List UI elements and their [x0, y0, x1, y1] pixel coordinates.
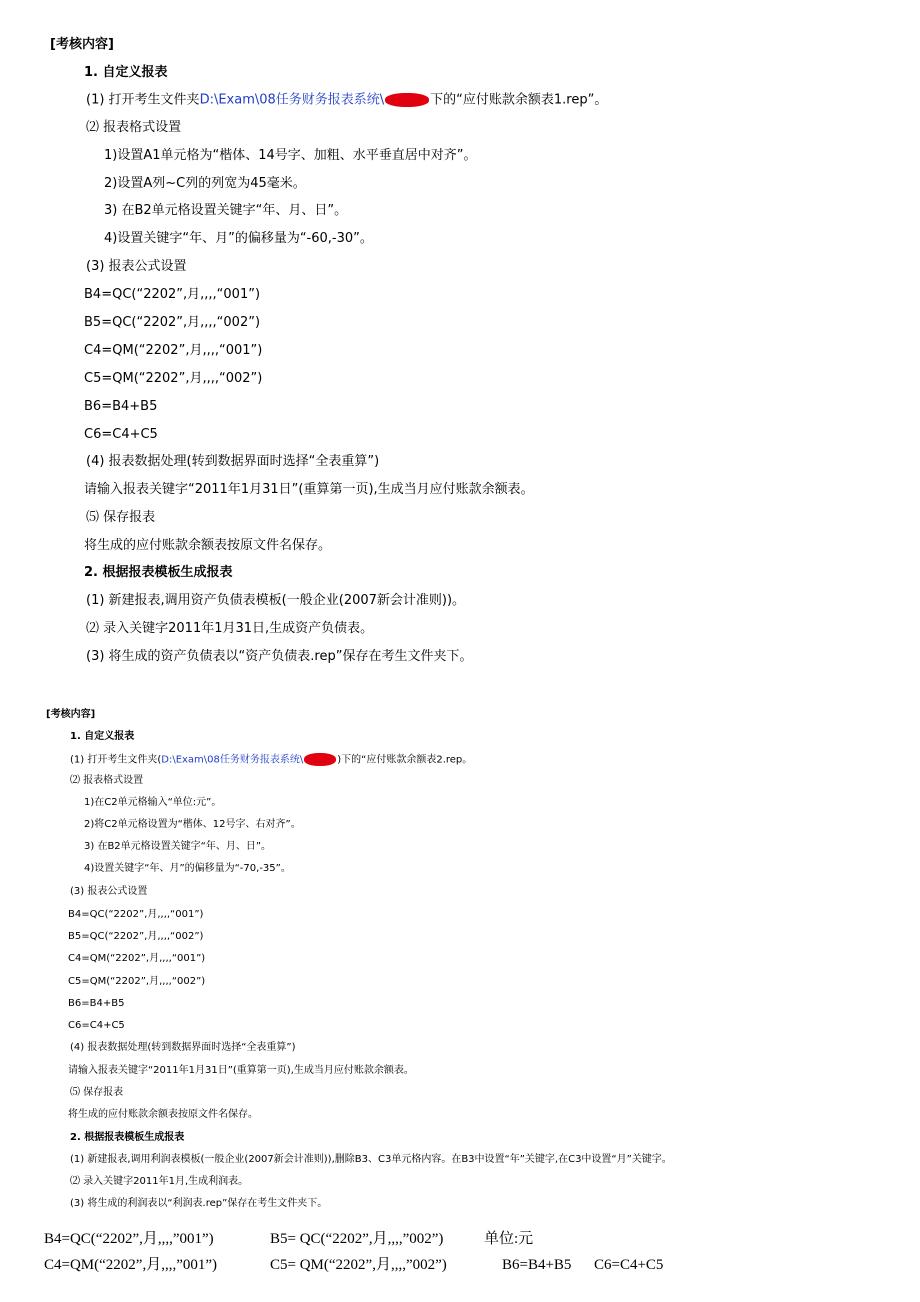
section2-formula-title: (3) 报表公式设置 [70, 886, 148, 897]
open-suffix: )下的“应付账款余额表2.rep。 [337, 754, 473, 766]
open-suffix: 下的“应付账款余额表1.rep”。 [430, 92, 608, 108]
section2-save-text: 将生成的应付账款余额表按原文件名保存。 [68, 1109, 258, 1120]
section1-formula: C5=QM(“2202”,月,,,,“002”) [84, 371, 263, 386]
section1-formula: B4=QC(“2202”,月,,,,“001”) [84, 287, 261, 302]
section1-process-title: (4) 报表数据处理(转到数据界面时选择“全表重算”) [86, 454, 380, 469]
section1-task1-title: 1. 自定义报表 [84, 65, 168, 80]
section1-process-text: 请输入报表关键字“2011年1月31日”(重算第一页),生成当月应付账款余额表。 [84, 482, 534, 497]
section2-task2-item: ⑵ 录入关键字2011年1月,生成利润表。 [70, 1176, 249, 1187]
summary-formula: C4=QM(“2202”,月,,,,”001”) [44, 1257, 218, 1273]
section2-format-item: 3) 在B2单元格设置关键字“年、月、日”。 [84, 841, 272, 852]
section1-format-item: 1)设置A1单元格为“楷体、14号字、加粗、水平垂直居中对齐”。 [104, 148, 477, 163]
section1-task2-item: (3) 将生成的资产负债表以“资产负债表.rep”保存在考生文件夹下。 [86, 649, 473, 664]
redaction-mark [385, 93, 429, 107]
section2-header: [考核内容] [46, 709, 96, 720]
section2-format-item: 4)设置关键字“年、月”的偏移量为“-70,-35”。 [84, 863, 291, 874]
summary-unit: 单位:元 [484, 1231, 534, 1247]
section2-task2-item: (3) 将生成的利润表以“利润表.rep”保存在考生文件夹下。 [70, 1198, 328, 1209]
summary-formula: B5= QC(“2202”,月,,,,”002”) [270, 1231, 444, 1247]
section1-formula: B5=QC(“2202”,月,,,,“002”) [84, 315, 261, 330]
section1-save-text: 将生成的应付账款余额表按原文件名保存。 [84, 538, 332, 553]
section2-open-line [70, 753, 472, 766]
section1-open-line [86, 93, 607, 107]
section2-formula: B4=QC(“2202”,月,,,,“001”) [68, 909, 204, 920]
section1-formula: B6=B4+B5 [84, 399, 158, 414]
section1-format-item: 2)设置A列~C列的列宽为45毫米。 [104, 176, 306, 191]
section2-task1-title: 1. 自定义报表 [70, 731, 135, 742]
section2-formula: C4=QM(“2202”,月,,,,“001”) [68, 953, 206, 964]
folder-path: D:\Exam\08任务财务报表系统\ [161, 754, 304, 766]
section1-format-title: ⑵ 报表格式设置 [86, 120, 182, 135]
section2-format-item: 2)将C2单元格设置为“楷体、12号字、右对齐”。 [84, 819, 301, 830]
section2-process-title: (4) 报表数据处理(转到数据界面时选择“全表重算”) [70, 1042, 296, 1053]
section2-process-text: 请输入报表关键字“2011年1月31日”(重算第一页),生成当月应付账款余额表。 [68, 1065, 414, 1076]
section2-save-title: ⑸ 保存报表 [70, 1087, 124, 1098]
open-prefix: (1) 打开考生文件夹 [86, 92, 200, 108]
section1-format-item: 3) 在B2单元格设置关键字“年、月、日”。 [104, 203, 348, 218]
section1-save-title: ⑸ 保存报表 [86, 510, 156, 525]
section1-task2-title: 2. 根据报表模板生成报表 [84, 565, 233, 580]
section1-formula-title: (3) 报表公式设置 [86, 259, 187, 274]
section2-format-item: 1)在C2单元格输入“单位:元”。 [84, 797, 222, 808]
section1-task2-item: (1) 新建报表,调用资产负债表模板(一般企业(2007新会计准则))。 [86, 593, 466, 608]
section2-formula: C5=QM(“2202”,月,,,,“002”) [68, 976, 206, 987]
redaction-mark [304, 753, 336, 766]
summary-formula: C6=C4+C5 [594, 1257, 664, 1273]
section2-format-title: ⑵ 报表格式设置 [70, 775, 144, 786]
section1-formula: C4=QM(“2202”,月,,,,“001”) [84, 343, 263, 358]
folder-path: D:\Exam\08任务财务报表系统\ [199, 92, 385, 108]
section2-task2-item: (1) 新建报表,调用利润表模板(一般企业(2007新会计准则)),删除B3、C3单元格内容。在B3中设置“年”关键字,在C3中设置“月”关键字。 [70, 1154, 672, 1165]
summary-formula: B6=B4+B5 [502, 1257, 572, 1273]
section2-task2-title: 2. 根据报表模板生成报表 [70, 1132, 185, 1143]
section2-formula: B6=B4+B5 [68, 998, 125, 1009]
summary-formula: B4=QC(“2202”,月,,,,”001”) [44, 1231, 214, 1247]
section2-formula: B5=QC(“2202”,月,,,,“002”) [68, 931, 204, 942]
section1-task2-item: ⑵ 录入关键字2011年1月31日,生成资产负债表。 [86, 621, 374, 636]
section1-format-item: 4)设置关键字“年、月”的偏移量为“-60,-30”。 [104, 231, 373, 246]
section1-formula: C6=C4+C5 [84, 427, 158, 442]
section2-formula: C6=C4+C5 [68, 1020, 125, 1031]
section1-header: [考核内容] [50, 37, 114, 52]
open-prefix: (1) 打开考生文件夹( [70, 754, 162, 766]
summary-formula: C5= QM(“2202”,月,,,,”002”) [270, 1257, 447, 1273]
